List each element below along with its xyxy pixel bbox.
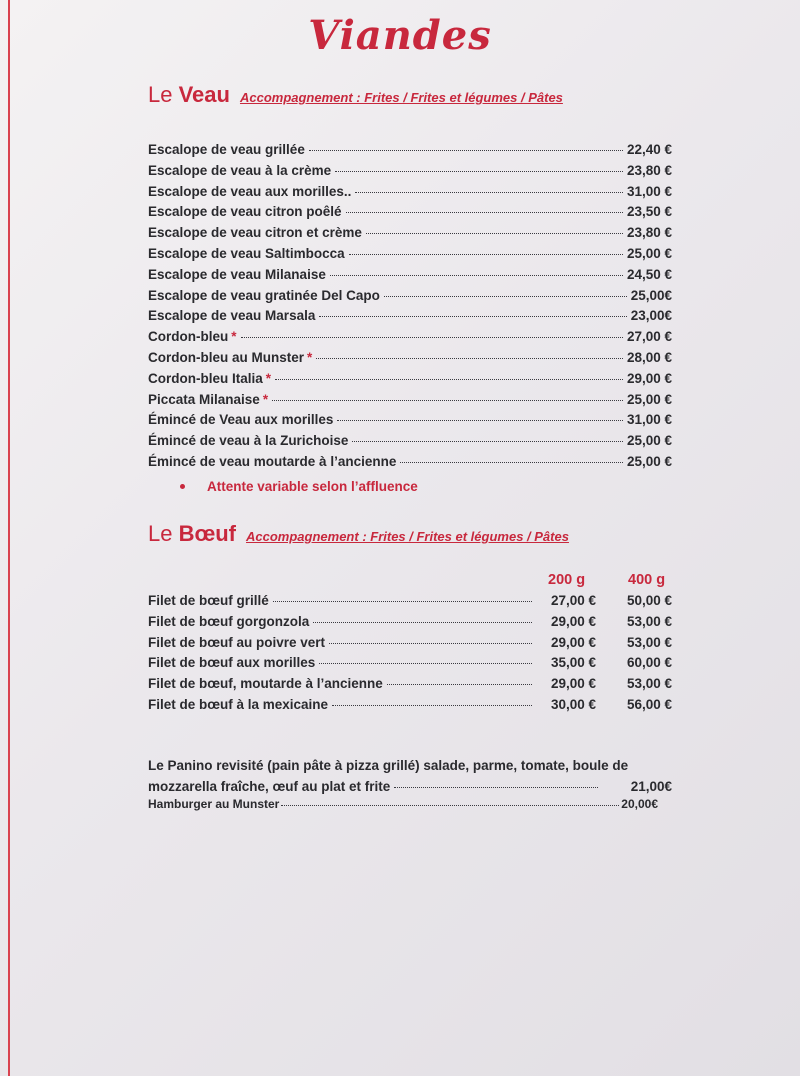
menu-item-price: 22,40 € bbox=[626, 142, 672, 157]
menu-item-name: Escalope de veau à la crème bbox=[148, 162, 332, 178]
menu-item-name: Filet de bœuf aux morilles bbox=[148, 655, 316, 671]
menu-item-name: Escalope de veau gratinée Del Capo bbox=[148, 287, 380, 303]
menu-item-price: 24,50 € bbox=[626, 266, 672, 282]
dot-leader bbox=[313, 612, 532, 623]
menu-item-price: 25,00 € bbox=[626, 245, 672, 261]
menu-item bbox=[148, 246, 672, 267]
panino-line-1: Le Panino revisité (pain pâte à pizza grillé) salade, parme, tomate, boule de bbox=[148, 758, 629, 773]
menu-item-name: Filet de bœuf grillé bbox=[148, 593, 269, 608]
dot-leader bbox=[273, 591, 532, 602]
margin-line bbox=[8, 0, 10, 1076]
menu-item bbox=[148, 163, 672, 184]
menu-item-price: 25,00 € bbox=[626, 391, 672, 407]
price-400g: 60,00 € bbox=[626, 655, 672, 671]
menu-item bbox=[148, 676, 672, 697]
bullet-icon bbox=[180, 484, 185, 489]
panino-line-2-text: mozzarella fraîche, œuf au plat et frite bbox=[148, 778, 391, 794]
menu-item-price: 23,00€ bbox=[630, 308, 672, 324]
burger-price: 20,00€ bbox=[621, 797, 658, 811]
menu-item-price: 31,00 € bbox=[626, 412, 672, 428]
menu-item-name: Escalope de veau Marsala bbox=[148, 308, 316, 324]
menu-item-name: Filet de bœuf, moutarde à l’ancienne bbox=[148, 676, 383, 692]
menu-item-name: Escalope de veau aux morilles.. bbox=[148, 183, 352, 199]
menu-item-name: Escalope de veau citron poêlé bbox=[148, 204, 342, 220]
section-title-veau bbox=[148, 82, 230, 108]
panino-item bbox=[148, 756, 672, 797]
menu-item-price: 25,00€ bbox=[630, 287, 672, 303]
menu-item bbox=[148, 184, 672, 205]
menu-item bbox=[148, 204, 672, 225]
dot-leader bbox=[384, 286, 627, 297]
price-200g: 29,00 € bbox=[550, 634, 596, 650]
menu-item-name: Filet de bœuf gorgonzola bbox=[148, 613, 310, 629]
menu-item bbox=[148, 593, 672, 614]
burger-name: Hamburger au Munster bbox=[148, 797, 280, 811]
price-200g: 35,00 € bbox=[550, 655, 596, 671]
menu-item-name: Cordon-bleu au Munster bbox=[148, 349, 304, 365]
price-400g: 50,00 € bbox=[626, 593, 672, 608]
menu-item bbox=[148, 142, 672, 163]
price-200g: 27,00 € bbox=[550, 593, 596, 608]
section-title-bold: Bœuf bbox=[178, 521, 237, 546]
menu-item-name: Émincé de Veau aux morilles bbox=[148, 412, 334, 428]
menu-item-name: Piccata Milanaise bbox=[148, 391, 260, 407]
dot-leader bbox=[335, 161, 623, 172]
menu-item bbox=[148, 288, 672, 309]
dot-leader bbox=[355, 182, 623, 193]
panino-price: 21,00€ bbox=[630, 778, 672, 794]
price-200g: 29,00 € bbox=[550, 676, 596, 692]
menu-item-price: 23,50 € bbox=[626, 204, 672, 220]
menu-item-price: 31,00 € bbox=[626, 183, 672, 199]
dot-leader bbox=[400, 452, 623, 463]
star-marker: * bbox=[265, 370, 272, 386]
star-marker: * bbox=[231, 329, 237, 345]
dot-leader bbox=[319, 653, 532, 664]
menu-item bbox=[148, 329, 672, 350]
dot-leader bbox=[346, 202, 623, 213]
dot-leader bbox=[332, 695, 532, 706]
menu-item-price: 25,00 € bbox=[626, 453, 672, 469]
dot-leader bbox=[366, 223, 623, 234]
price-400g: 53,00 € bbox=[626, 634, 672, 650]
menu-item-name: Escalope de veau Saltimbocca bbox=[148, 245, 345, 261]
wait-note bbox=[180, 479, 418, 494]
menu-item bbox=[148, 308, 672, 329]
panino-line-2 bbox=[148, 777, 672, 798]
section-title-prefix: Le bbox=[148, 82, 179, 107]
price-400g: 53,00 € bbox=[626, 613, 672, 629]
dot-leader bbox=[349, 244, 623, 255]
menu-item-price: 27,00 € bbox=[626, 329, 672, 345]
star-marker: * bbox=[262, 391, 269, 407]
dot-leader bbox=[275, 369, 623, 380]
menu-item bbox=[148, 454, 672, 475]
wait-note-text: Attente variable selon l’affluence bbox=[207, 479, 418, 494]
menu-item-name: Escalope de veau citron et crème bbox=[148, 225, 362, 241]
menu-item-name: Cordon-bleu bbox=[148, 329, 229, 345]
burger-item bbox=[148, 797, 658, 811]
menu-item-price: 28,00 € bbox=[626, 349, 672, 365]
menu-item-name: Escalope de veau Milanaise bbox=[148, 266, 326, 282]
dot-leader bbox=[329, 633, 532, 644]
boeuf-list bbox=[148, 593, 672, 718]
accompaniment-veau: Accompagnement : Frites / Frites et légumes / Pâtes bbox=[239, 90, 563, 105]
dot-leader bbox=[387, 674, 532, 685]
section-head-boeuf bbox=[148, 521, 569, 547]
veau-list bbox=[148, 142, 672, 475]
menu-item-name: Émincé de veau à la Zurichoise bbox=[148, 433, 349, 449]
menu-item-name: Filet de bœuf au poivre vert bbox=[148, 634, 326, 650]
price-400g: 56,00 € bbox=[626, 696, 672, 712]
dot-leader bbox=[352, 431, 623, 442]
menu-item-price: 29,00 € bbox=[626, 370, 672, 386]
size-header-200: 200 g bbox=[548, 572, 586, 588]
dot-leader bbox=[241, 327, 623, 338]
star-marker: * bbox=[307, 349, 313, 365]
menu-item bbox=[148, 350, 672, 371]
menu-item bbox=[148, 412, 672, 433]
menu-item-name: Escalope de veau grillée bbox=[148, 142, 305, 157]
dot-leader bbox=[309, 140, 623, 151]
dot-leader bbox=[281, 797, 619, 806]
price-400g: 53,00 € bbox=[626, 676, 672, 692]
accompaniment-boeuf: Accompagnement : Frites / Frites et légumes / Pâtes bbox=[246, 529, 569, 544]
menu-item bbox=[148, 655, 672, 676]
price-200g: 30,00 € bbox=[550, 696, 596, 712]
menu-item bbox=[148, 697, 672, 718]
section-title-bold: Veau bbox=[178, 82, 230, 107]
menu-item-price: 23,80 € bbox=[626, 225, 672, 241]
dot-leader bbox=[316, 348, 623, 359]
section-head-veau bbox=[148, 82, 563, 108]
size-header-400: 400 g bbox=[628, 572, 666, 588]
section-title-prefix: Le bbox=[148, 521, 179, 546]
menu-item-name: Cordon-bleu Italia bbox=[148, 370, 263, 386]
menu-item bbox=[148, 267, 672, 288]
section-title-boeuf bbox=[148, 521, 236, 547]
menu-item bbox=[148, 371, 672, 392]
menu-item bbox=[148, 614, 672, 635]
page-title: Viandes bbox=[308, 12, 492, 59]
menu-item bbox=[148, 635, 672, 656]
dot-leader bbox=[272, 390, 623, 401]
dot-leader bbox=[319, 306, 626, 317]
menu-item-name: Filet de bœuf à la mexicaine bbox=[148, 696, 329, 712]
menu-item-name: Émincé de veau moutarde à l’ancienne bbox=[148, 453, 397, 469]
dot-leader bbox=[330, 265, 623, 276]
menu-item bbox=[148, 225, 672, 246]
dot-leader bbox=[337, 410, 623, 421]
menu-item bbox=[148, 433, 672, 454]
price-200g: 29,00 € bbox=[550, 613, 596, 629]
dot-leader bbox=[394, 777, 598, 788]
menu-item bbox=[148, 392, 672, 413]
menu-item-price: 25,00 € bbox=[626, 433, 672, 449]
menu-item-price: 23,80 € bbox=[626, 162, 672, 178]
